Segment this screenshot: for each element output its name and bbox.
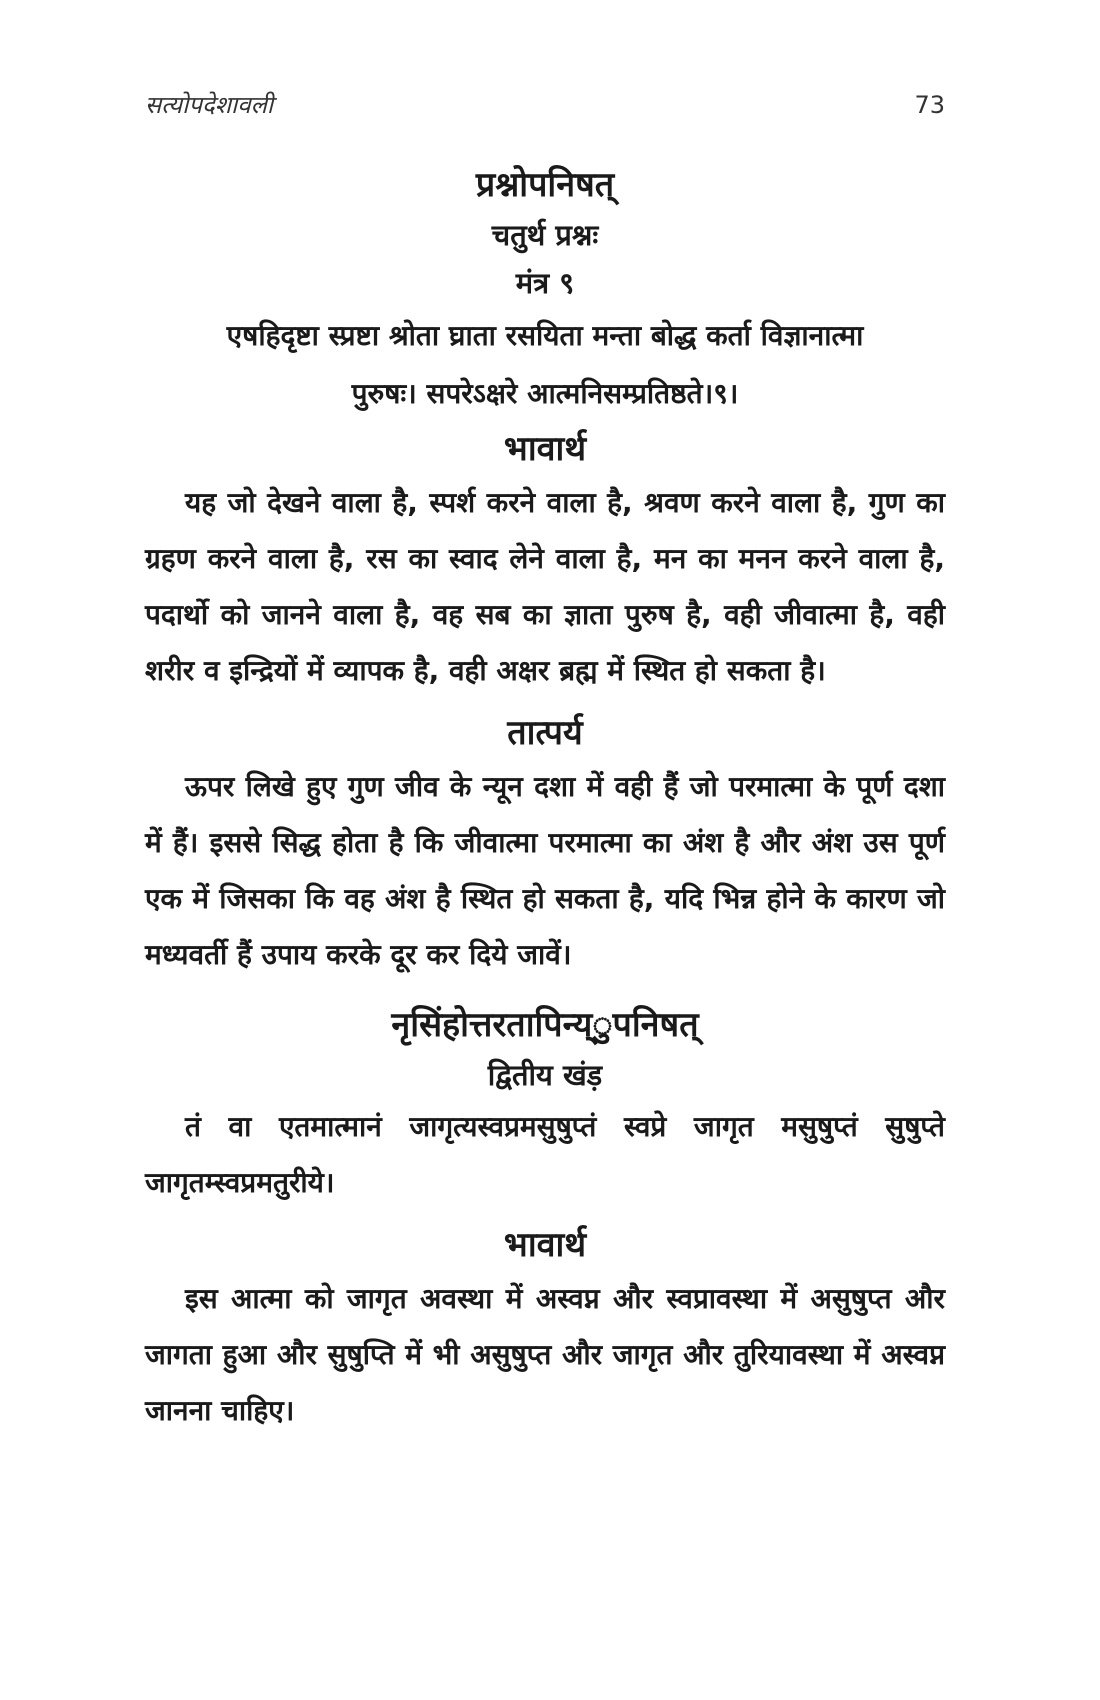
sanskrit-verse-line-2: पुरुषः। सपरेऽक्षरे आत्मनिसम्प्रतिष्ठते।९। [351, 377, 739, 410]
chapter-subtitle: चतुर्थ प्रश्नः [491, 218, 599, 252]
bhavarth-paragraph-2: इस आत्मा को जागृत अवस्था में अस्वप्न और स्वप्रावस्था में असुषुप्त और जागता हुआ और सुषुप्ति में भी असुषुप्त और जागृत और तुरियावस्था में अस्वप्न जानना चाहिए। [145, 1282, 945, 1427]
running-header [145, 88, 945, 121]
page-number: 73 [914, 91, 945, 119]
book-page [145, 88, 945, 1439]
sanskrit-verse-paragraph: तं वा एतमात्मानं जागृत्यस्वप्रमसुषुप्तं स्वप्रे जागृत मसुषुप्तं सुषुप्ते जागृतम्स्वप्रमतुरीये। [145, 1110, 945, 1199]
section-title-nrisimha-upanishad: नृसिंहोत्तरतापिन्य्‌ुपनिषत् [391, 1005, 699, 1045]
section-title-prashnopanishad: प्रश्नोपनिषत् [475, 165, 615, 205]
khand-subtitle: द्वितीय खंड़ [487, 1058, 603, 1092]
book-title: सत्योपदेशावली [145, 91, 274, 119]
bhavarth-paragraph: यह जो देखने वाला है, स्पर्श करने वाला है, श्रवण करने वाला है, गुण का ग्रहण करने वाला है, रस का स्वाद लेने वाला है, मन का मनन करने वाला है, पदार्थो को जानने वाला है, वह सब का ज्ञाता पुरुष है, वही जीवात्मा है, वही शरीर व इन्द्रियों में व्यापक है, वही अक्षर ब्रह्म में स्थित हो सकता है। [145, 486, 945, 687]
bhavarth-heading-2: भावार्थ [503, 1225, 587, 1265]
sanskrit-verse-line-1: एषहिदृष्टा स्प्रष्टा श्रोता घ्राता रसयिता मन्ता बोद्ध कर्ता विज्ञानात्मा [226, 319, 864, 352]
tatparya-heading: तात्पर्य [507, 713, 583, 753]
tatparya-paragraph: ऊपर लिखे हुए गुण जीव के न्यून दशा में वही हैं जो परमात्मा के पूर्ण दशा में हैं। इससे सिद्ध होता है कि जीवात्मा परमात्मा का अंश है और अंश उस पूर्ण एक में जिसका कि वह अंश है स्थित हो सकता है, यदि भिन्न होने के कारण जो मध्यवर्ती हैं उपाय करके दूर कर दिये जावें। [145, 770, 945, 971]
mantra-label: मंत्र ९ [515, 266, 575, 300]
bhavarth-heading: भावार्थ [503, 429, 587, 469]
